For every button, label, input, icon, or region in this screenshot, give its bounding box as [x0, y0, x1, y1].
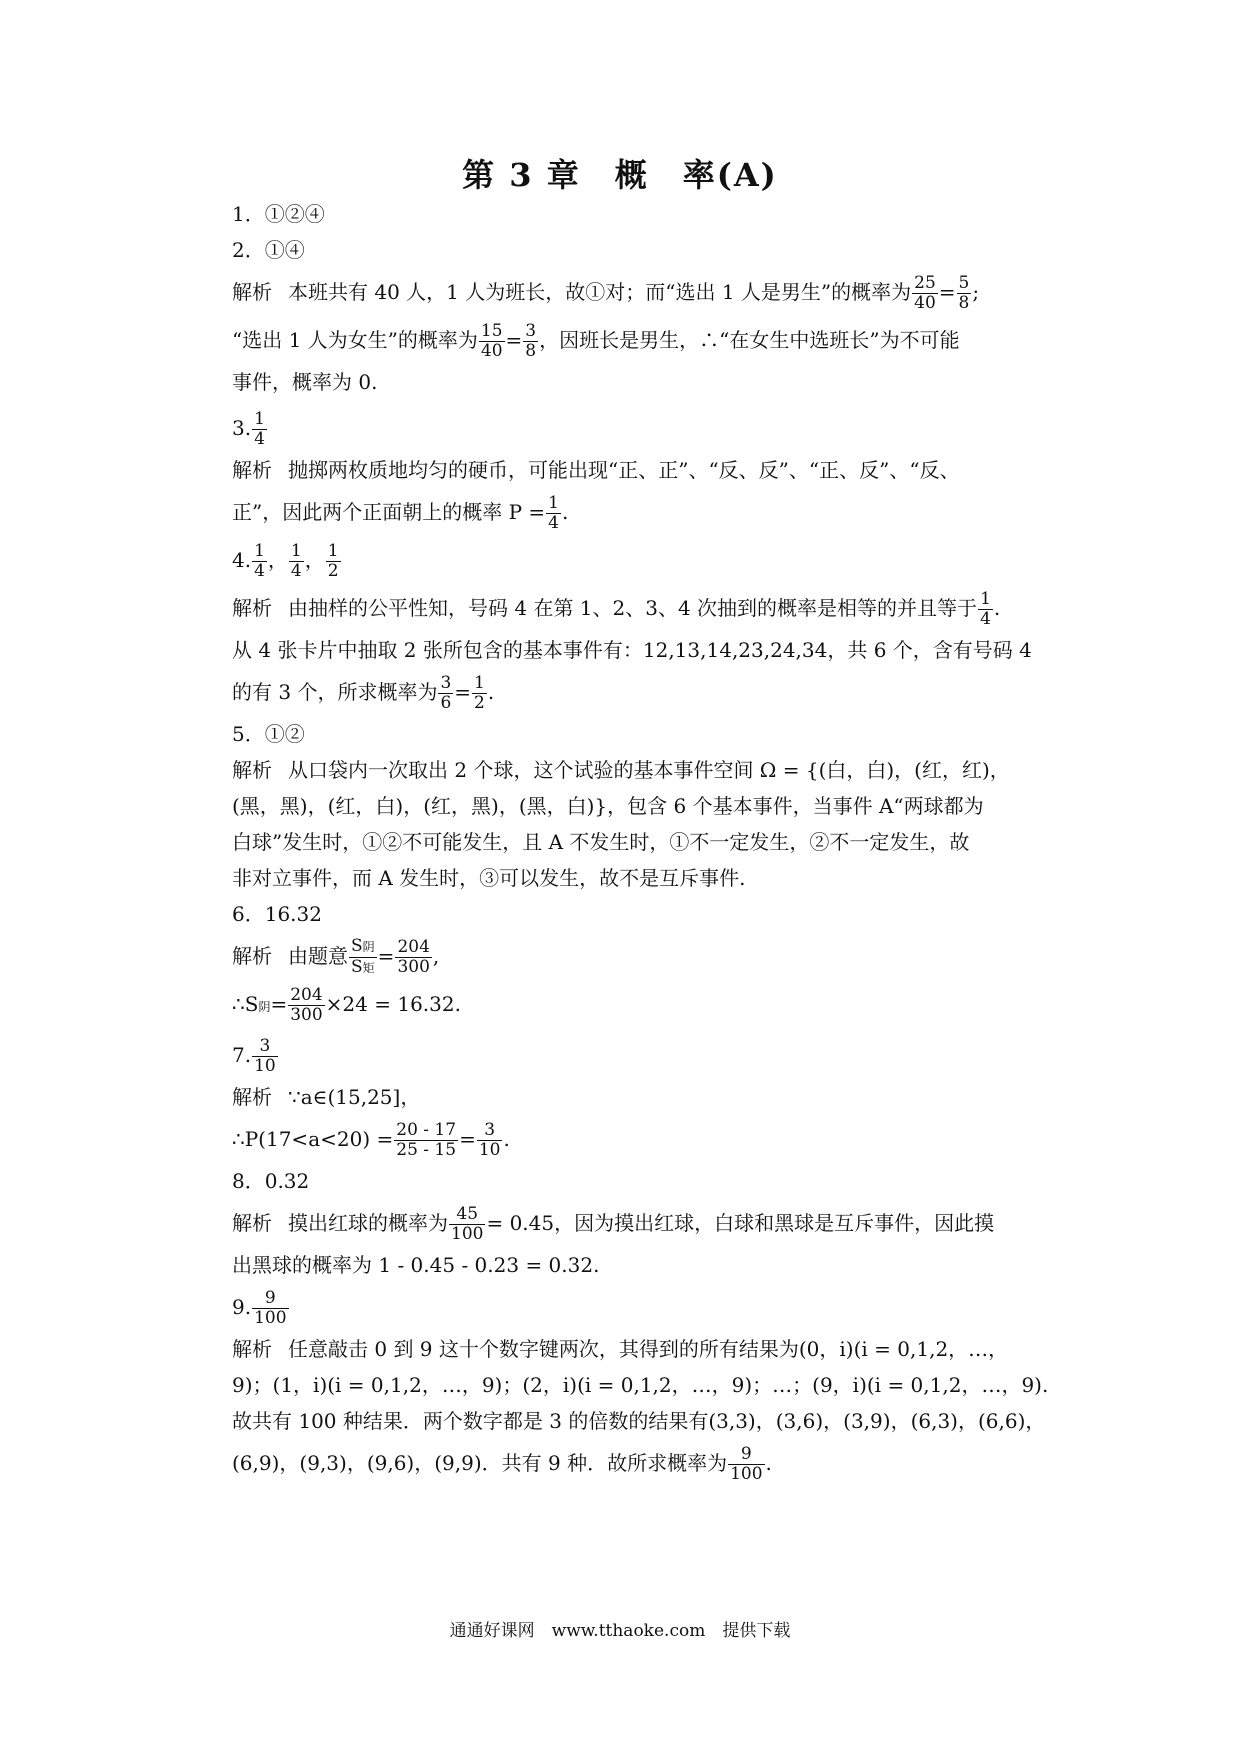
q2-answer: 2．①④	[232, 238, 305, 262]
q4-analysis-line2: 从 4 张卡片中抽取 2 张所包含的基本事件有：12,13,14,23,24,34，共 6 个，含有号码 4	[232, 638, 1032, 662]
analysis-label: 解析	[232, 1211, 272, 1235]
fraction: $\frac{1}{2}$	[327, 541, 339, 581]
analysis-label: 解析	[232, 280, 272, 304]
q8-analysis-line1: 解析 摸出红球的概率为 $\frac{45}{100}$ = 0.45，因为摸出红球，白球和黑球是互斥事件，因此摸	[232, 1204, 995, 1244]
q5-analysis-line2: (黑，黑)，(红，白)，(红，黑)，(黑，白)}，包含 6 个基本事件，当事件 A“两球都为	[232, 794, 984, 818]
q3-answer: 3. $\frac{1}{4}$	[232, 409, 265, 449]
text: 本班共有 40 人，1 人为班长，故①对；而“选出 1 人是男生”的概率为	[288, 280, 912, 304]
q9-analysis-line2: 9)；(1，i)(i = 0,1,2，…，9)；(2，i)(i = 0,1,2，…，9)；…；(9，i)(i = 0,1,2，…，9).	[232, 1373, 1049, 1397]
q6-analysis-line2: ∴S阴= $\frac{204}{300}$ ×24 = 16.32.	[232, 985, 461, 1025]
fraction: $\frac{20 - 17}{25 - 15}$	[396, 1120, 457, 1160]
q9-analysis-line4: (6,9)，(9,3)，(9,6)，(9,9)．共有 9 种．故所求概率为 $\frac{9}{100}$ .	[232, 1444, 772, 1484]
q2-analysis-line1: 解析 本班共有 40 人，1 人为班长，故①对；而“选出 1 人是男生”的概率为 $\frac{25}{40}$ = $\frac{5}{8}$ ;	[232, 273, 980, 313]
fraction: $\frac{9}{100}$	[730, 1444, 763, 1484]
q6-analysis-line1: 解析 由题意 $\frac{\text{S阴}}{\text{S矩}}$ = $\frac{204}{300}$ ,	[232, 936, 440, 977]
page-title: 第 3 章 概 率(A)	[462, 156, 778, 194]
q4-analysis-line1: 解析 由抽样的公平性知，号码 4 在第 1、2、3、4 次抽到的概率是相等的并且等于 $\frac{1}{4}$ .	[232, 589, 1001, 629]
fraction: $\frac{204}{300}$	[290, 985, 323, 1025]
fraction: $\frac{3}{10}$	[478, 1120, 501, 1160]
fraction: $\frac{45}{100}$	[451, 1204, 484, 1244]
q5-analysis-line3: 白球”发生时，①②不可能发生，且 A 不发生时，①不一定发生，②不一定发生，故	[232, 830, 970, 854]
q2-analysis-line2: “选出 1 人为女生”的概率为 $\frac{15}{40}$ = $\frac{3}{8}$ ，因班长是男生，∴“在女生中选班长”为不可能	[232, 321, 960, 361]
q5-analysis-line4: 非对立事件，而 A 发生时，③可以发生，故不是互斥事件.	[232, 866, 746, 890]
q1-answer: 1．①②④	[232, 202, 325, 226]
fraction: $\frac{204}{300}$	[397, 937, 430, 977]
analysis-label: 解析	[232, 458, 272, 482]
analysis-label: 解析	[232, 944, 272, 968]
q9-analysis-line3: 故共有 100 种结果．两个数字都是 3 的倍数的结果有(3,3)，(3,6)，(3,9)，(6,3)，(6,6)，	[232, 1409, 1046, 1433]
fraction: $\frac{1}{4}$	[290, 541, 302, 581]
q8-answer: 8．0.32	[232, 1169, 310, 1193]
fraction: $\frac{1}{4}$	[254, 409, 265, 449]
fraction: $\frac{15}{40}$	[480, 321, 503, 361]
fraction: $\frac{3}{8}$	[525, 321, 537, 361]
q5-analysis-line1: 解析 从口袋内一次取出 2 个球，这个试验的基本事件空间 Ω = {(白，白)，(红，红)，	[232, 758, 1010, 782]
q4-analysis-line3: 的有 3 个，所求概率为 $\frac{3}{6}$ = $\frac{1}{2}$ .	[232, 673, 495, 713]
q3-analysis-line2: 正”，因此两个正面朝上的概率 P = $\frac{1}{4}$ .	[232, 493, 569, 533]
q4-answer: 4. $\frac{1}{4}$ ， $\frac{1}{4}$ ， $\frac{1}{2}$	[232, 541, 339, 581]
q6-answer: 6．16.32	[232, 902, 322, 926]
fraction: $\frac{25}{40}$	[914, 273, 936, 313]
analysis-label: 解析	[232, 758, 272, 782]
q5-answer: 5．①②	[232, 722, 305, 746]
q7-answer: 7. $\frac{3}{10}$	[232, 1036, 276, 1076]
answer-content	[232, 196, 1062, 1487]
analysis-label: 解析	[232, 596, 272, 620]
q7-analysis-line2: ∴P(17<a<20) = $\frac{20 - 17}{25 - 15}$ = $\frac{3}{10}$ .	[232, 1120, 510, 1160]
page-footer: 通通好课网 www.tthaoke.com 提供下载	[449, 1621, 791, 1641]
fraction: $\frac{3}{6}$	[440, 673, 452, 713]
q7-analysis-line1: 解析 ∵a∈(15,25]，	[232, 1085, 421, 1109]
fraction: $\frac{1}{4}$	[548, 493, 559, 533]
fraction: $\frac{1}{4}$	[254, 541, 265, 581]
fraction: $\frac{\text{S阴}}{\text{S矩}}$	[351, 936, 375, 977]
q3-analysis-line1: 解析 抛掷两枚质地均匀的硬币，可能出现“正、正”、“反、反”、“正、反”、“反、	[232, 458, 960, 482]
fraction: $\frac{1}{4}$	[980, 589, 991, 629]
q8-analysis-line2: 出黑球的概率为 1 - 0.45 - 0.23 = 0.32.	[232, 1253, 600, 1277]
q2-analysis-line3: 事件，概率为 0.	[232, 370, 378, 394]
fraction: $\frac{9}{100}$	[254, 1288, 287, 1328]
analysis-label: 解析	[232, 1337, 272, 1361]
q9-analysis-line1: 解析 任意敲击 0 到 9 这十个数字键两次，其得到的所有结果为(0，i)(i = 0,1,2，…，	[232, 1337, 1009, 1361]
analysis-label: 解析	[232, 1085, 272, 1109]
q9-answer: 9. $\frac{9}{100}$	[232, 1288, 287, 1328]
fraction: $\frac{3}{10}$	[254, 1036, 276, 1076]
fraction: $\frac{1}{2}$	[474, 673, 485, 713]
fraction: $\frac{5}{8}$	[958, 273, 970, 313]
